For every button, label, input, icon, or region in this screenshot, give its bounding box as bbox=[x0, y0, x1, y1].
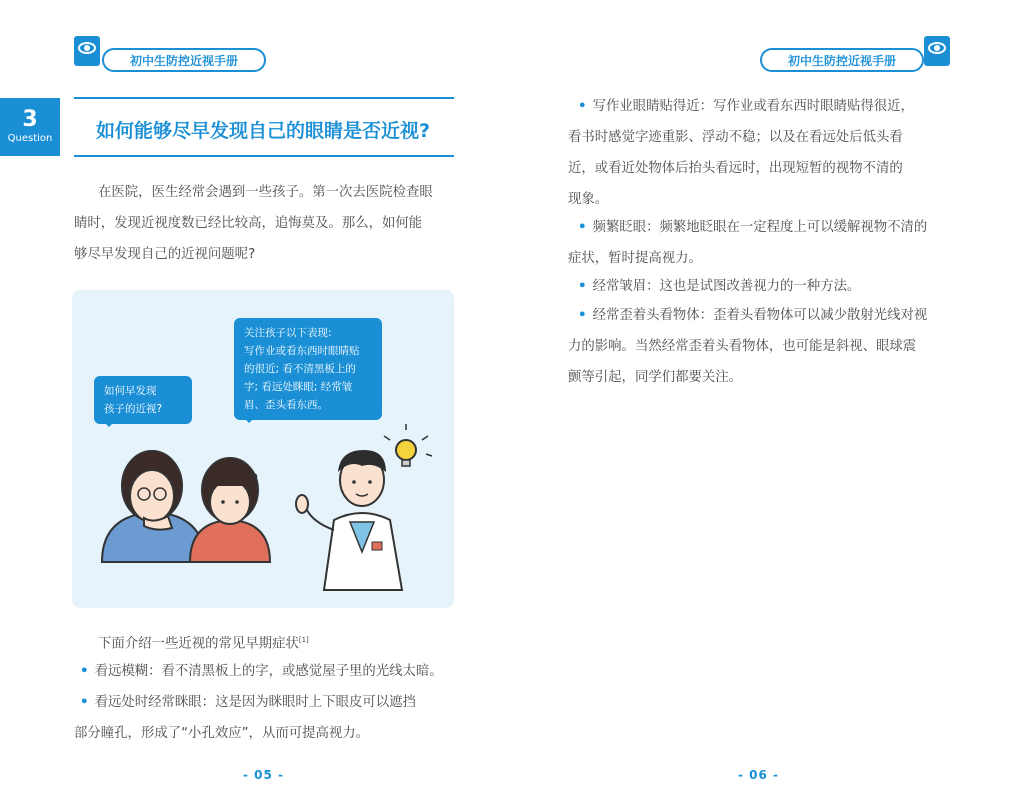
intro-line: 在医院，医生经常会遇到一些孩子。第一次去医院检查眼 bbox=[98, 185, 433, 200]
bullet-dot: • bbox=[578, 308, 587, 323]
characters-illustration bbox=[72, 290, 454, 608]
bullet-dot: • bbox=[578, 99, 587, 114]
bullet-dot: • bbox=[80, 664, 89, 679]
bubble-line: 写作业或看东西时眼睛贴 bbox=[244, 345, 360, 357]
bullet-continuation: 部分瞳孔，形成了“小孔效应”，从而可提高视力。 bbox=[74, 726, 370, 741]
bullet-text: 经常皱眉：这也是试图改善视力的一种方法。 bbox=[592, 279, 861, 294]
eye-icon bbox=[924, 36, 950, 66]
question-mark: ? bbox=[248, 470, 259, 490]
bullet-item bbox=[578, 300, 927, 331]
page-number-right: - 06 - bbox=[738, 768, 780, 782]
page-title: 如何能够尽早发现自己的眼睛是否近视? bbox=[96, 120, 431, 142]
bullet-continuation: 力的影响。当然经常歪着头看物体，也可能是斜视、眼球震 bbox=[568, 339, 917, 354]
bullet-item bbox=[578, 212, 927, 243]
header-title-right: 初中生防控近视手册 bbox=[760, 48, 924, 72]
lightbulb-icon bbox=[384, 424, 432, 466]
bubble-line: 如何早发现 bbox=[104, 385, 157, 397]
question-word: Question bbox=[7, 133, 53, 144]
bullet-continuation: 近，或看近处物体后抬头看远时，出现短暂的视物不清的 bbox=[568, 161, 903, 176]
bullet-continuation: 现象。 bbox=[568, 192, 609, 207]
header-title-left: 初中生防控近视手册 bbox=[102, 48, 266, 72]
illustration-panel bbox=[72, 290, 454, 608]
bullet-item bbox=[80, 656, 443, 687]
bubble-line: 孩子的近视? bbox=[104, 403, 163, 415]
bullet-text: 频繁眨眼：频繁地眨眼在一定程度上可以缓解视物不清的 bbox=[592, 220, 928, 235]
intro-line: 睛时，发现近视度数已经比较高，追悔莫及。那么，如何能 bbox=[74, 216, 423, 231]
bullet-text: 经常歪着头看物体：歪着头看物体可以减少散射光线对视 bbox=[592, 308, 928, 323]
intro-line: 够尽早发现自己的近视问题呢? bbox=[74, 247, 256, 262]
bullet-text: 看远处时经常眯眼：这是因为眯眼时上下眼皮可以遮挡 bbox=[94, 695, 416, 710]
eye-icon bbox=[74, 36, 100, 66]
bubble-line: 的很近; 看不清黑板上的 bbox=[244, 363, 356, 375]
bullet-continuation: 看书时感觉字迹重影、浮动不稳；以及在看远处后低头看 bbox=[568, 130, 903, 145]
symptoms-intro bbox=[98, 625, 309, 659]
bullet-text: 写作业眼睛贴得近：写作业或看东西时眼睛贴得很近， bbox=[592, 99, 914, 114]
doctor-figure bbox=[296, 450, 402, 590]
bullet-continuation: 症状，暂时提高视力。 bbox=[568, 251, 702, 266]
bubble-line: 关注孩子以下表现: bbox=[244, 327, 332, 339]
title-rule-top bbox=[74, 97, 454, 99]
bullet-text: 看远模糊：看不清黑板上的字，或感觉屋子里的光线太暗。 bbox=[94, 664, 443, 679]
question-number: 3 bbox=[22, 107, 38, 132]
mother-figure bbox=[102, 451, 206, 562]
reference-mark: [1] bbox=[298, 636, 309, 644]
question-badge bbox=[0, 98, 60, 156]
symptoms-intro-text: 下面介绍一些近视的常见早期症状 bbox=[98, 636, 299, 652]
bullet-dot: • bbox=[578, 279, 587, 294]
bullet-continuation: 颤等引起，同学们都要关注。 bbox=[568, 370, 743, 385]
bubble-line: 字; 看远处眯眼; 经常皱 bbox=[244, 381, 353, 393]
title-rule-bottom bbox=[74, 155, 454, 157]
bullet-item bbox=[578, 91, 914, 122]
bullet-item bbox=[578, 271, 860, 302]
bubble-line: 眉、歪头看东西。 bbox=[244, 399, 328, 411]
bullet-dot: • bbox=[578, 220, 587, 235]
bullet-dot: • bbox=[80, 695, 89, 710]
bullet-item bbox=[80, 687, 416, 718]
page-number-left: - 05 - bbox=[243, 768, 285, 782]
